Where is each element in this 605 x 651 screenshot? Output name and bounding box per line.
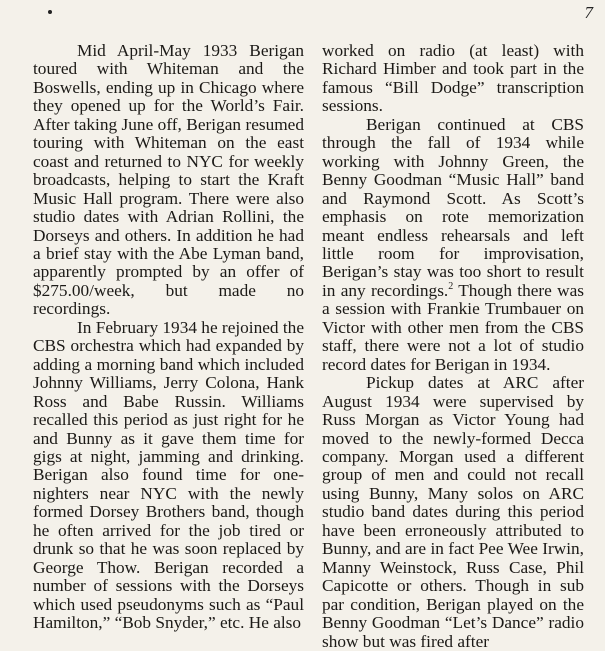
paragraph-fall-1934 (322, 116, 584, 374)
paragraph-february-1934: In February 1934 he rejoined the CBS orchestra which had expanded by adding a morning band which included Johnny Williams, Jerry Colona, Hank Ross and Babe Russin. Williams recalled this period as just right for he and Bunny as it gave them time for gigs at night, jamming and drinking. Berigan also found time for one-nighters near NYC with the newly formed Dorsey Brothers band, though he often arrived for the job tired or drunk so that he was soon replaced by George Thow. Berigan recorded a number of sessions with the Dorseys which used pseudonyms such as “Paul Hamilton,” “Bob Snyder,” etc. He also (33, 317, 304, 633)
paragraph-fall-1934-main: Berigan continued at CBS through the fall of 1934 while working with Johnny Green, the Benny Goodman “Music Hall” band and Raymond Scott. As Scott’s emphasis on rote memorization meant endless rehearsals and left little room for improvisation, Berigan’s stay was too short to result in any recordings. (322, 114, 584, 300)
paragraph-fall-1934-tail: Though there was a session with Frankie Trumbauer on Victor with other men from the CBS staff, there were not a lot of studio record dates for Berigan in 1934. (322, 280, 584, 374)
paragraph-april-may-1933: Mid April-May 1933 Berigan toured with Whiteman and the Boswells, ending up in Chicago where they opened up for the World’s Fair. After taking June off, Berigan resumed touring with Whiteman on the east coast and returned to NYC for weekly broadcasts, helping to start the Kraft Music Hall program. There were also studio dates with Adrian Rollini, the Dorseys and others. In addition he had a brief stay with the Abe Lyman band, apparently prompted by an offer of $275.00/week, but made no recordings. (33, 41, 304, 319)
left-column (33, 42, 304, 633)
paragraph-pickup-dates: Pickup dates at ARC after August 1934 were supervised by Russ Morgan as Victor Young had moved to the newly-formed Decca company. Morgan used a different group of men and could not recall using Bunny, Many solos on ARC studio band dates during this period have been erroneously attributed to Bunny, and are in fact Pee Wee Irwin, Manny Weinstock, Russ Case, Phil Capicotte or others. Though in sub par condition, Berigan played on the Benny Goodman “Let’s Dance” radio show but was fired after (322, 373, 584, 651)
footnote-reference: 2 (448, 281, 454, 293)
paragraph-continuation: worked on radio (at least) with Richard Himber and took part in the famous “Bill Dodge” transcription sessions. (322, 41, 584, 116)
bullet-mark (48, 10, 52, 14)
right-column (322, 42, 584, 651)
page-number: 7 (584, 3, 593, 22)
